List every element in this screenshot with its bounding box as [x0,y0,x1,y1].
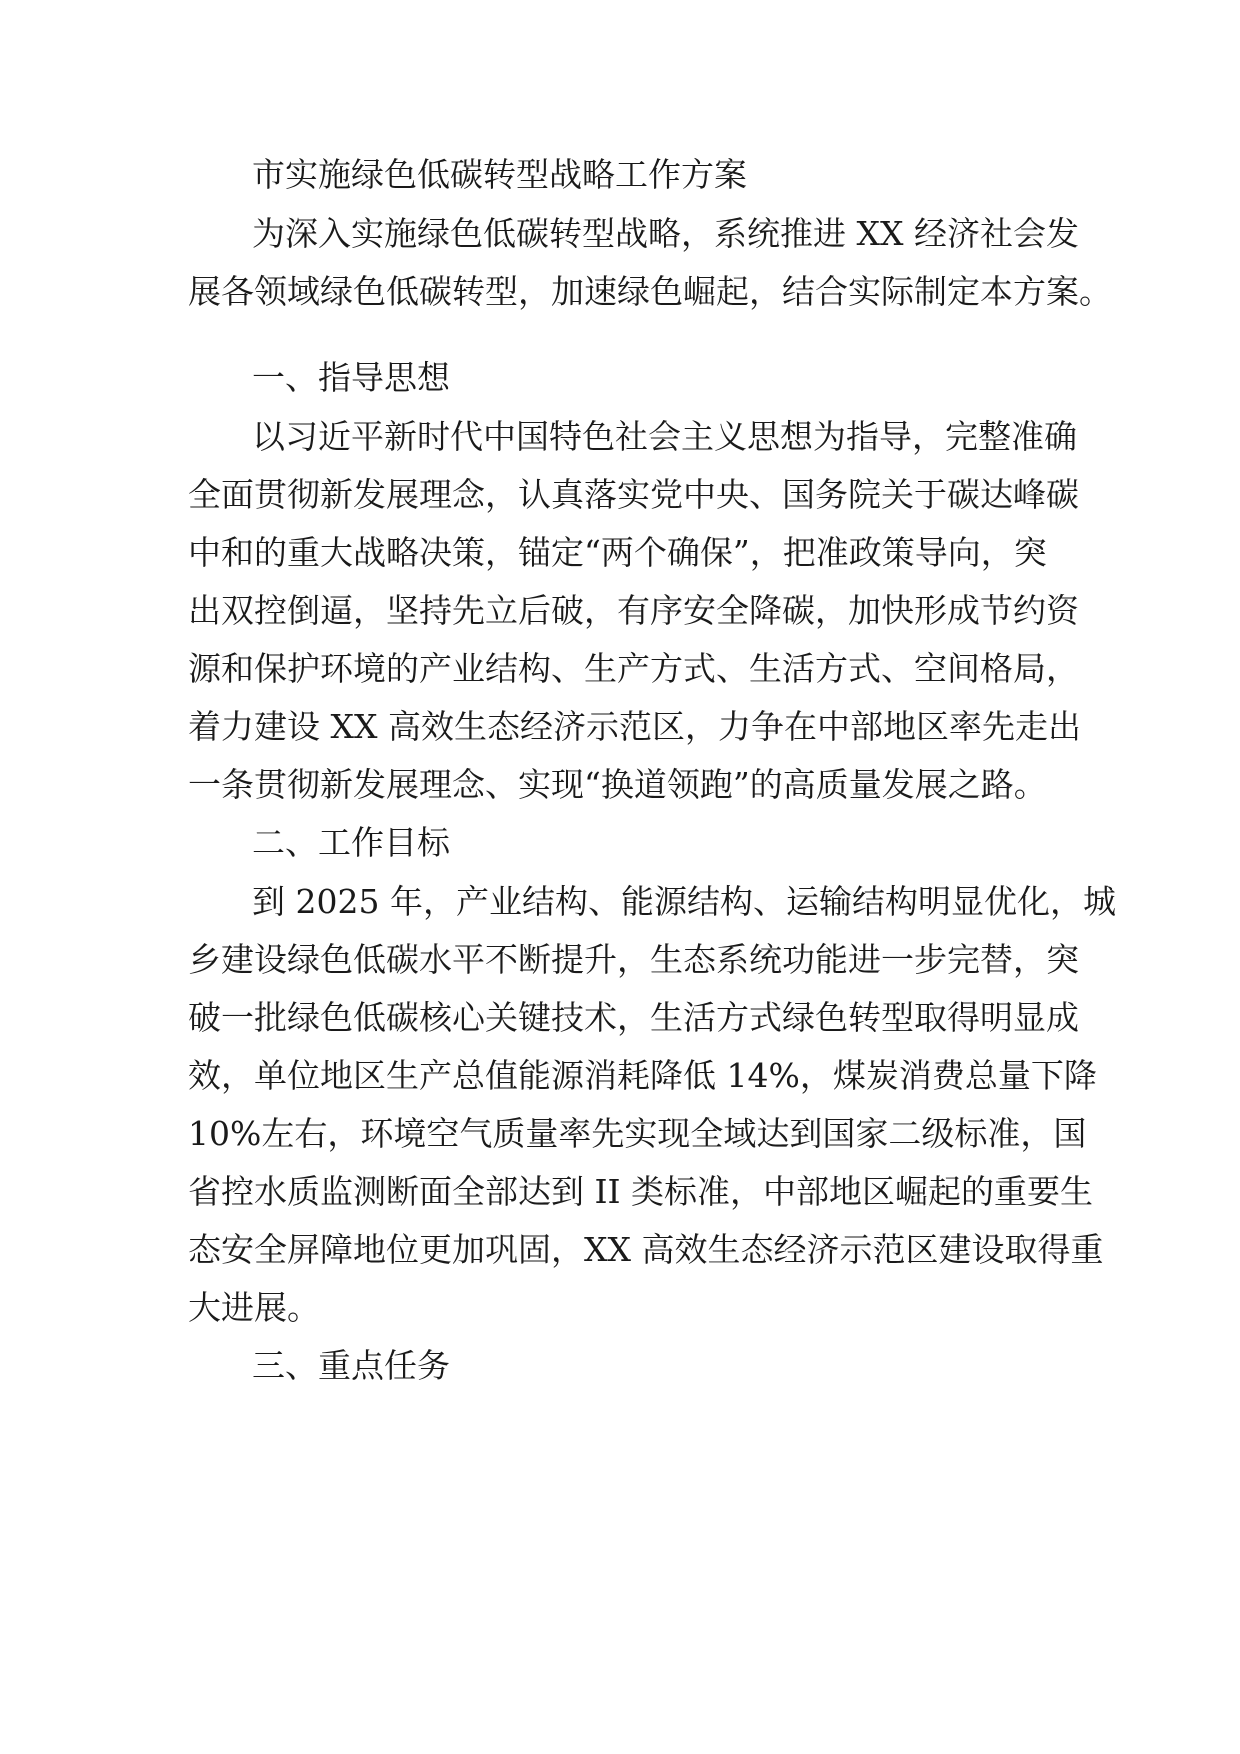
section-heading-work-goals: 二、工作目标 [252,823,450,862]
paragraph-line: 出双控倒逼，坚持先立后破，有序安全降碳，加快形成节约资 [188,591,1079,630]
intro-line: 为深入实施绿色低碳转型战略，系统推进 XX 经济社会发 [252,214,1079,253]
section-heading-guiding-thought: 一、指导思想 [252,358,450,397]
section-heading-key-tasks: 三、重点任务 [252,1346,450,1385]
paragraph-line: 省控水质监测断面全部达到 II 类标准，中部地区崛起的重要生 [188,1172,1094,1211]
paragraph-line: 全面贯彻新发展理念，认真落实党中央、国务院关于碳达峰碳 [188,475,1079,514]
paragraph-line: 乡建设绿色低碳水平不断提升，生态系统功能进一步完替，突 [188,940,1079,979]
paragraph-line: 以习近平新时代中国特色社会主义思想为指导，完整准确 [252,417,1077,456]
paragraph-line: 到 2025 年，产业结构、能源结构、运输结构明显优化，城 [252,882,1116,921]
paragraph-line: 大进展。 [188,1288,320,1327]
paragraph-line: 中和的重大战略决策，锚定“两个确保”，把准政策导向，突 [188,533,1047,572]
paragraph-line: 源和保护环境的产业结构、生产方式、生活方式、空间格局， [188,649,1079,688]
intro-line: 展各领域绿色低碳转型，加速绿色崛起，结合实际制定本方案。 [188,272,1112,311]
paragraph-line: 着力建设 XX 高效生态经济示范区，力争在中部地区率先走出 [188,707,1081,746]
document-title: 市实施绿色低碳转型战略工作方案 [252,155,747,194]
paragraph-line: 破一批绿色低碳核心关键技术，生活方式绿色转型取得明显成 [188,998,1079,1037]
paragraph-line: 一条贯彻新发展理念、实现“换道领跑”的高质量发展之路。 [188,765,1047,804]
paragraph-line: 效，单位地区生产总值能源消耗降低 14%，煤炭消费总量下降 [188,1056,1097,1095]
paragraph-line: 态安全屏障地位更加巩固，XX 高效生态经济示范区建设取得重 [188,1230,1104,1269]
paragraph-line: 10%左右，环境空气质量率先实现全域达到国家二级标准，国 [188,1114,1087,1153]
